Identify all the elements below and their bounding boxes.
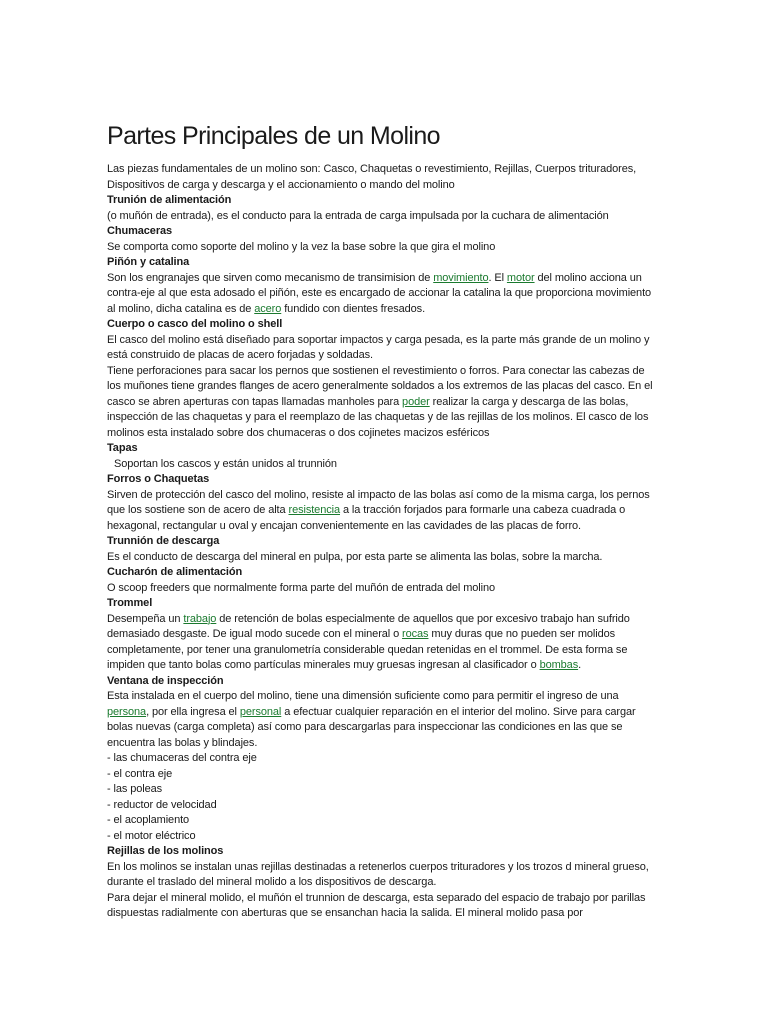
link-persona[interactable]: persona xyxy=(107,705,147,718)
link-personal[interactable]: personal xyxy=(239,705,282,718)
text-run: muy duras que no pueden ser molidos completamente, por tener una granulometría considerable quedan retenidas en el trommel. De esta forma se impiden que tanto bolas como partículas minerales muy gruesas ingresan al clasificador o xyxy=(107,628,628,671)
text-run: Sirven de protección del casco del molino, resiste al impacto de las bolas así como de la misma carga, los pernos que los sostiene son de acero de alta xyxy=(107,488,650,516)
list-item: - las poleas xyxy=(107,783,163,795)
link-bombas[interactable]: bombas xyxy=(539,659,579,671)
text-run: realizar la carga y descarga de las bolas, inspección de las chaquetas y para el reemplazo de las chaquetas y de las rejillas de los molinos. El casco de los molinos esta instalado sobre dos chumaceras o dos cojinetes macizos esféricos xyxy=(107,395,649,439)
section-heading-rejillas: Rejillas de los molinos xyxy=(107,845,224,857)
text-run: Son los engranajes que sirven como mecanismo de transimision de xyxy=(107,271,434,284)
section-text-ventana xyxy=(107,689,659,751)
section-heading-trunnion-descarga: Trunnión de descarga xyxy=(107,535,220,547)
section-heading-cuerpo: Cuerpo o casco del molino o shell xyxy=(107,318,283,330)
section-heading-tapas: Tapas xyxy=(107,442,138,454)
section-heading-trommel: Trommel xyxy=(107,597,153,609)
section-heading-pinon: Piñón y catalina xyxy=(107,256,190,268)
link-motor[interactable]: motor xyxy=(506,271,535,284)
link-movimiento[interactable]: movimiento xyxy=(433,271,489,284)
list-item: - las chumaceras del contra eje xyxy=(107,752,257,764)
text-run: Desempeña un xyxy=(107,612,184,625)
text-run: . El xyxy=(488,271,507,284)
section-text-trunion: (o muñón de entrada), es el conducto para la entrada de carga impulsada por la cuchara de alimentación xyxy=(107,209,609,222)
text-run: a efectuar cualquier reparación en el interior del molino. Sirve para cargar bolas nuevas (carga completa) así como para descargarlas para inspeccionar las condiciones en las que se encuentra las bolas y blindajes. xyxy=(107,705,636,749)
section-text-cucharon: O scoop freeders que normalmente forma parte del muñón de entrada del molino xyxy=(107,581,496,594)
link-resistencia[interactable]: resistencia xyxy=(288,504,340,516)
document-body xyxy=(107,120,659,922)
text-run: fundido con dientes fresados. xyxy=(281,302,426,315)
section-heading-ventana: Ventana de inspección xyxy=(107,674,224,687)
text-run: Tiene perforaciones para sacar los pernos que sostienen el revestimiento o forros. Para conectar las cabezas de los muñones tiene grandes flanges de acero generalmente soldados a los extremos de las placas del casco. En el casco se abren aperturas con tapas llamadas manholes para xyxy=(107,364,653,408)
list-item: - reductor de velocidad xyxy=(107,798,217,811)
link-acero[interactable]: acero xyxy=(254,302,282,315)
section-text-pinon xyxy=(107,271,659,318)
section-text-tapas: Soportan los cascos y están unidos al trunnión xyxy=(114,457,337,470)
list-item: - el motor eléctrico xyxy=(107,829,196,842)
section-text-trunnion-descarga: Es el conducto de descarga del mineral en pulpa, por esta parte se alimenta las bolas, sobre la marcha. xyxy=(107,550,603,563)
section-heading-forros: Forros o Chaquetas xyxy=(107,473,210,485)
list-item: - el contra eje xyxy=(107,767,173,780)
text-run: del molino acciona un contra-eje al que esta adosado el piñón, este es encargado de accionar la catalina la que proporciona movimiento al molino, dicha catalina es de xyxy=(107,271,652,315)
section-text-forros xyxy=(107,488,659,535)
section-text-cuerpo-2 xyxy=(107,364,659,442)
link-poder[interactable]: poder xyxy=(402,395,430,408)
section-heading-chumaceras: Chumaceras xyxy=(107,225,173,237)
section-heading-cucharon: Cucharón de alimentación xyxy=(107,566,243,578)
link-trabajo[interactable]: trabajo xyxy=(183,612,217,625)
text-run: . xyxy=(578,659,582,671)
page-title: Partes Principales de un Molino xyxy=(107,122,440,150)
text-run: a la tracción forjados para formarle una cabeza cuadrada o hexagonal, rectangular u oval y encajan convenientemente en las cavidades de las placas de forro. xyxy=(107,504,626,532)
section-text-cuerpo-1: El casco del molino está diseñado para soportar impactos y carga pesada, es la parte más grande de un molino y está construido de placas de acero forjadas y soldadas. xyxy=(107,333,650,361)
text-run: Esta instalada en el cuerpo del molino, tiene una dimensión suficiente como para permitir el ingreso de una xyxy=(107,690,619,702)
section-heading-trunion: Trunión de alimentación xyxy=(107,194,232,206)
section-text-rejillas-2: Para dejar el mineral molido, el muñón el trunnion de descarga, esta separado del espacio de trabajo por parillas dispuestas radialmente con aberturas que se ensanchan hacia la salida. El mineral molido pasa por xyxy=(107,891,646,919)
section-text-rejillas-1: En los molinos se instalan unas rejillas destinadas a retenerlos cuerpos trituradores y los trozos d mineral grueso, durante el traslado del mineral molido a los dispositivos de descarga. xyxy=(107,860,649,888)
text-run: de retención de bolas especialmente de aquellos que por excesivo trabajo han sufrido demasiado desgaste. De igual modo sucede con el mineral o xyxy=(107,612,630,640)
link-rocas[interactable]: rocas xyxy=(402,628,429,640)
list-item: - el acoplamiento xyxy=(107,814,190,826)
intro-paragraph: Las piezas fundamentales de un molino son: Casco, Chaquetas o revestimiento, Rejillas, Cuerpos trituradores, Dispositivos de carga y descarga y el accionamiento o mando del molino xyxy=(107,163,637,191)
section-text-trommel xyxy=(107,612,659,674)
section-text-chumaceras: Se comporta como soporte del molino y la vez la base sobre la que gira el molino xyxy=(107,240,496,253)
text-run: , por ella ingresa el xyxy=(146,705,240,718)
